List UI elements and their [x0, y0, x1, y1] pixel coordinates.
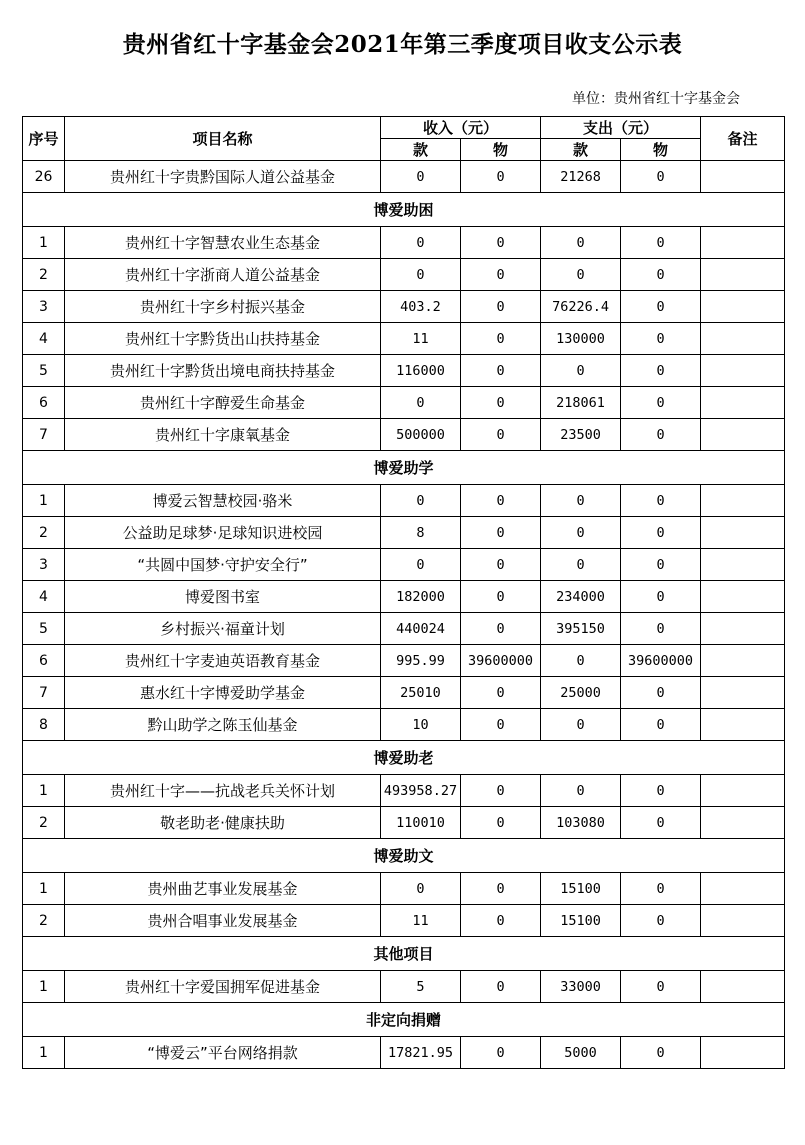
cell-expense-goods: 0	[621, 775, 701, 807]
cell-expense-cash: 21268	[541, 161, 621, 193]
cell-income-goods: 0	[461, 709, 541, 741]
cell-income-cash: 0	[381, 387, 461, 419]
cell-expense-goods: 0	[621, 971, 701, 1003]
cell-seq: 2	[23, 905, 65, 937]
table-row	[23, 387, 785, 419]
header-income-cash: 款	[381, 139, 461, 161]
cell-remark	[701, 775, 785, 807]
cell-income-goods: 0	[461, 807, 541, 839]
cell-seq: 26	[23, 161, 65, 193]
cell-income-cash: 116000	[381, 355, 461, 387]
cell-income-goods: 0	[461, 161, 541, 193]
cell-remark	[701, 709, 785, 741]
cell-seq: 2	[23, 807, 65, 839]
table-row	[23, 873, 785, 905]
header-expense-cash: 款	[541, 139, 621, 161]
cell-income-cash: 0	[381, 873, 461, 905]
table-row	[23, 775, 785, 807]
table-row	[23, 645, 785, 677]
cell-expense-goods: 0	[621, 709, 701, 741]
section-label: 博爱助困	[23, 193, 785, 227]
cell-remark	[701, 227, 785, 259]
cell-expense-goods: 39600000	[621, 645, 701, 677]
cell-project-name: 博爱图书室	[65, 581, 381, 613]
cell-expense-goods: 0	[621, 613, 701, 645]
cell-expense-cash: 395150	[541, 613, 621, 645]
cell-income-goods: 0	[461, 613, 541, 645]
document-title: 贵州省红十字基金会2021年第三季度项目收支公示表	[122, 31, 683, 58]
cell-seq: 1	[23, 971, 65, 1003]
cell-expense-goods: 0	[621, 485, 701, 517]
cell-project-name: 公益助足球梦·足球知识进校园	[65, 517, 381, 549]
cell-remark	[701, 323, 785, 355]
cell-income-cash: 17821.95	[381, 1037, 461, 1069]
cell-expense-cash: 15100	[541, 873, 621, 905]
cell-project-name: 贵州红十字——抗战老兵关怀计划	[65, 775, 381, 807]
cell-seq: 4	[23, 581, 65, 613]
cell-expense-goods: 0	[621, 161, 701, 193]
cell-expense-goods: 0	[621, 291, 701, 323]
cell-income-cash: 995.99	[381, 645, 461, 677]
cell-expense-cash: 130000	[541, 323, 621, 355]
cell-income-goods: 0	[461, 1037, 541, 1069]
cell-seq: 6	[23, 645, 65, 677]
cell-project-name: 贵州红十字乡村振兴基金	[65, 291, 381, 323]
cell-project-name: 惠水红十字博爱助学基金	[65, 677, 381, 709]
cell-remark	[701, 291, 785, 323]
cell-seq: 5	[23, 355, 65, 387]
header-income: 收入（元）	[381, 117, 541, 139]
table-row	[23, 323, 785, 355]
header-expense-goods: 物	[621, 139, 701, 161]
section-label: 非定向捐赠	[23, 1003, 785, 1037]
cell-remark	[701, 613, 785, 645]
cell-income-cash: 5	[381, 971, 461, 1003]
cell-expense-cash: 0	[541, 775, 621, 807]
cell-expense-goods: 0	[621, 517, 701, 549]
cell-seq: 1	[23, 775, 65, 807]
cell-expense-cash: 0	[541, 259, 621, 291]
cell-income-cash: 10	[381, 709, 461, 741]
cell-expense-cash: 0	[541, 227, 621, 259]
cell-expense-cash: 0	[541, 355, 621, 387]
section-row	[23, 1003, 785, 1037]
cell-income-goods: 0	[461, 259, 541, 291]
cell-expense-goods: 0	[621, 323, 701, 355]
cell-income-goods: 0	[461, 873, 541, 905]
table-row	[23, 549, 785, 581]
cell-project-name: 贵州红十字黔货出山扶持基金	[65, 323, 381, 355]
cell-expense-goods: 0	[621, 905, 701, 937]
cell-project-name: 贵州曲艺事业发展基金	[65, 873, 381, 905]
cell-expense-cash: 234000	[541, 581, 621, 613]
cell-remark	[701, 807, 785, 839]
cell-expense-cash: 218061	[541, 387, 621, 419]
table-row	[23, 581, 785, 613]
table-row	[23, 485, 785, 517]
cell-income-cash: 0	[381, 549, 461, 581]
cell-expense-goods: 0	[621, 873, 701, 905]
table-row	[23, 971, 785, 1003]
unit-label: 单位：贵州省红十字基金会	[572, 91, 740, 107]
section-row	[23, 839, 785, 873]
cell-income-goods: 0	[461, 355, 541, 387]
cell-income-cash: 11	[381, 323, 461, 355]
table-row	[23, 709, 785, 741]
cell-income-cash: 25010	[381, 677, 461, 709]
finance-table	[22, 116, 785, 1069]
cell-seq: 3	[23, 549, 65, 581]
cell-project-name: 贵州合唱事业发展基金	[65, 905, 381, 937]
header-remark: 备注	[701, 117, 785, 161]
cell-seq: 1	[23, 1037, 65, 1069]
cell-remark	[701, 873, 785, 905]
cell-remark	[701, 259, 785, 291]
cell-income-cash: 0	[381, 227, 461, 259]
table-row	[23, 517, 785, 549]
cell-project-name: “博爱云”平台网络捐款	[65, 1037, 381, 1069]
cell-expense-goods: 0	[621, 677, 701, 709]
cell-seq: 1	[23, 227, 65, 259]
cell-remark	[701, 971, 785, 1003]
table-row	[23, 419, 785, 451]
cell-income-cash: 8	[381, 517, 461, 549]
cell-seq: 2	[23, 517, 65, 549]
cell-income-goods: 0	[461, 775, 541, 807]
cell-expense-goods: 0	[621, 355, 701, 387]
cell-project-name: 贵州红十字康氧基金	[65, 419, 381, 451]
cell-project-name: 贵州红十字醇爱生命基金	[65, 387, 381, 419]
cell-expense-goods: 0	[621, 227, 701, 259]
cell-income-cash: 182000	[381, 581, 461, 613]
cell-remark	[701, 517, 785, 549]
cell-remark	[701, 485, 785, 517]
cell-remark	[701, 581, 785, 613]
cell-expense-cash: 0	[541, 549, 621, 581]
header-income-goods: 物	[461, 139, 541, 161]
cell-income-goods: 0	[461, 227, 541, 259]
cell-expense-goods: 0	[621, 549, 701, 581]
cell-income-goods: 0	[461, 549, 541, 581]
cell-income-goods: 0	[461, 971, 541, 1003]
cell-income-goods: 0	[461, 677, 541, 709]
cell-expense-cash: 0	[541, 517, 621, 549]
section-label: 博爱助学	[23, 451, 785, 485]
section-row	[23, 741, 785, 775]
cell-income-cash: 493958.27	[381, 775, 461, 807]
section-label: 其他项目	[23, 937, 785, 971]
cell-expense-cash: 25000	[541, 677, 621, 709]
cell-expense-goods: 0	[621, 387, 701, 419]
cell-seq: 8	[23, 709, 65, 741]
cell-expense-cash: 0	[541, 645, 621, 677]
header-expense: 支出（元）	[541, 117, 701, 139]
cell-project-name: 贵州红十字麦迪英语教育基金	[65, 645, 381, 677]
cell-expense-cash: 0	[541, 485, 621, 517]
table-row	[23, 905, 785, 937]
table-row	[23, 291, 785, 323]
cell-project-name: 贵州红十字贵黔国际人道公益基金	[65, 161, 381, 193]
cell-remark	[701, 355, 785, 387]
cell-income-cash: 500000	[381, 419, 461, 451]
cell-seq: 2	[23, 259, 65, 291]
table-body	[23, 161, 785, 1069]
cell-income-cash: 440024	[381, 613, 461, 645]
cell-remark	[701, 677, 785, 709]
cell-remark	[701, 645, 785, 677]
table-row	[23, 807, 785, 839]
cell-seq: 6	[23, 387, 65, 419]
cell-project-name: 乡村振兴·福童计划	[65, 613, 381, 645]
cell-expense-cash: 0	[541, 709, 621, 741]
cell-income-goods: 0	[461, 517, 541, 549]
cell-seq: 7	[23, 677, 65, 709]
cell-expense-cash: 23500	[541, 419, 621, 451]
cell-remark	[701, 161, 785, 193]
cell-income-goods: 39600000	[461, 645, 541, 677]
cell-expense-goods: 0	[621, 419, 701, 451]
cell-project-name: 博爱云智慧校园·骆米	[65, 485, 381, 517]
cell-expense-goods: 0	[621, 581, 701, 613]
cell-expense-goods: 0	[621, 807, 701, 839]
cell-remark	[701, 419, 785, 451]
section-row	[23, 193, 785, 227]
cell-remark	[701, 1037, 785, 1069]
cell-income-goods: 0	[461, 485, 541, 517]
cell-income-cash: 0	[381, 485, 461, 517]
table-row	[23, 355, 785, 387]
section-label: 博爱助老	[23, 741, 785, 775]
cell-project-name: 贵州红十字黔货出境电商扶持基金	[65, 355, 381, 387]
header-name: 项目名称	[65, 117, 381, 161]
cell-expense-goods: 0	[621, 259, 701, 291]
cell-seq: 1	[23, 485, 65, 517]
cell-income-cash: 0	[381, 161, 461, 193]
cell-seq: 1	[23, 873, 65, 905]
cell-income-goods: 0	[461, 291, 541, 323]
cell-seq: 5	[23, 613, 65, 645]
table-row	[23, 677, 785, 709]
table-row	[23, 259, 785, 291]
cell-expense-goods: 0	[621, 1037, 701, 1069]
cell-project-name: 贵州红十字智慧农业生态基金	[65, 227, 381, 259]
table-row	[23, 227, 785, 259]
section-row	[23, 451, 785, 485]
cell-expense-cash: 15100	[541, 905, 621, 937]
table-row	[23, 613, 785, 645]
cell-income-goods: 0	[461, 905, 541, 937]
table-row	[23, 161, 785, 193]
cell-project-name: 贵州红十字浙商人道公益基金	[65, 259, 381, 291]
cell-seq: 3	[23, 291, 65, 323]
cell-project-name: 黔山助学之陈玉仙基金	[65, 709, 381, 741]
section-label: 博爱助文	[23, 839, 785, 873]
cell-expense-cash: 33000	[541, 971, 621, 1003]
cell-income-cash: 403.2	[381, 291, 461, 323]
cell-project-name: 贵州红十字爱国拥军促进基金	[65, 971, 381, 1003]
cell-expense-cash: 103080	[541, 807, 621, 839]
cell-remark	[701, 905, 785, 937]
cell-seq: 4	[23, 323, 65, 355]
cell-income-goods: 0	[461, 323, 541, 355]
cell-income-goods: 0	[461, 581, 541, 613]
cell-remark	[701, 387, 785, 419]
cell-remark	[701, 549, 785, 581]
section-row	[23, 937, 785, 971]
cell-expense-cash: 5000	[541, 1037, 621, 1069]
cell-expense-cash: 76226.4	[541, 291, 621, 323]
cell-income-cash: 11	[381, 905, 461, 937]
cell-income-goods: 0	[461, 419, 541, 451]
cell-project-name: 敬老助老·健康扶助	[65, 807, 381, 839]
cell-income-goods: 0	[461, 387, 541, 419]
header-seq: 序号	[23, 117, 65, 161]
cell-seq: 7	[23, 419, 65, 451]
cell-income-cash: 0	[381, 259, 461, 291]
cell-project-name: “共圆中国梦·守护安全行”	[65, 549, 381, 581]
table-row	[23, 1037, 785, 1069]
cell-income-cash: 110010	[381, 807, 461, 839]
